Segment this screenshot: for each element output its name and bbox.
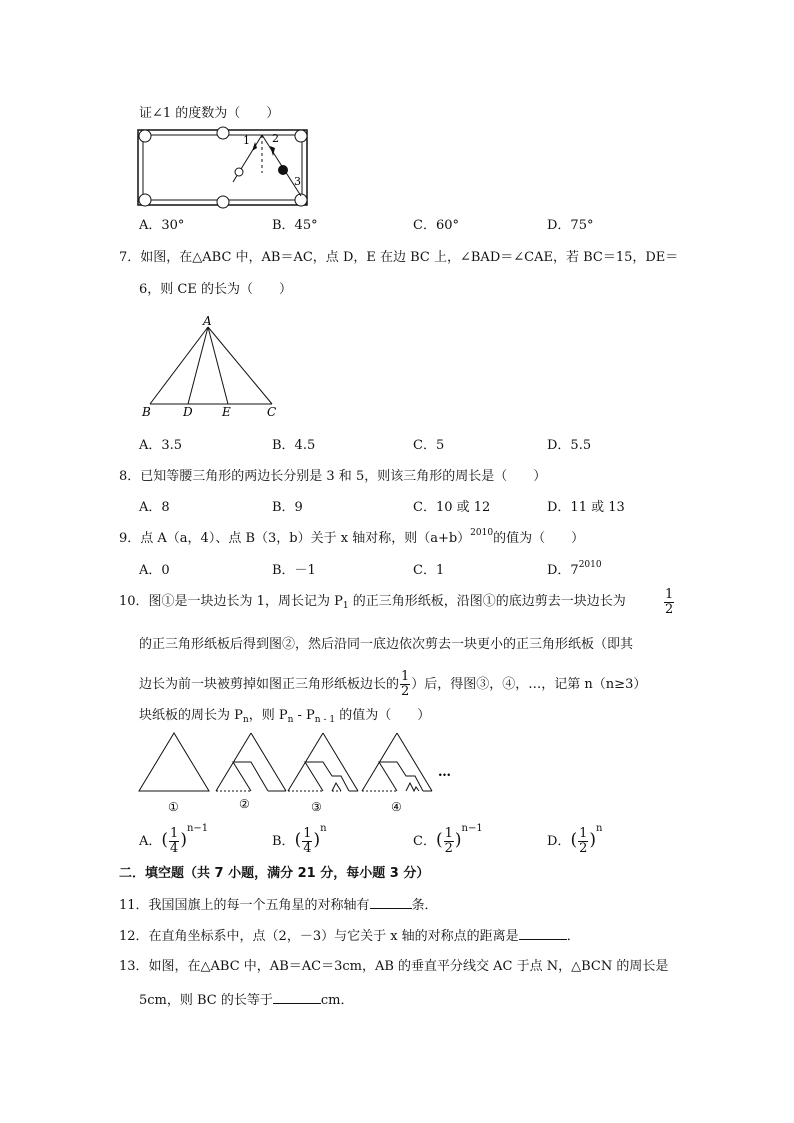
q10-l4-sub1: n [242, 715, 249, 725]
q7-option-d[interactable]: D．5.5 [547, 438, 592, 453]
q9-option-c[interactable]: C．1 [413, 563, 445, 578]
q9-stem [119, 528, 585, 547]
q10-fraction-half-2 [400, 670, 410, 699]
pocket-top-mid [217, 127, 229, 139]
q7-option-c[interactable]: C．5 [413, 438, 445, 453]
q7-triangle-figure [138, 312, 288, 422]
fig2 [216, 733, 286, 791]
q8-option-c[interactable]: C．10 或 12 [413, 500, 491, 515]
q7-stem-line1: 7．如图，在△ABC 中，AB＝AC，点 D，E 在边 BC 上，∠BAD＝∠CAE，若 BC＝15，DE＝ [119, 250, 679, 265]
q6-billiard-figure [136, 128, 311, 208]
opt-num: 1 [579, 826, 588, 841]
q10-l3b: ）后，得图③，④，…，记第 n（n≥3） [411, 677, 647, 692]
fig-label-2: ② [239, 797, 250, 811]
q9-option-d[interactable] [547, 560, 602, 579]
q11-a: 11．我国国旗上的每一个五角星的对称轴有 [119, 898, 370, 913]
opt-label: C． [413, 834, 436, 849]
q12-a: 12．在直角坐标系中，点（2，－3）与它关于 x 轴的对称点的距离是 [119, 929, 519, 944]
frac-num: 1 [401, 669, 410, 684]
q10-option-d[interactable]: D．( $\frac{1}{2}$ )$^n$ [547, 823, 603, 856]
angle-label-3: 3 [294, 175, 301, 188]
q12-stem [119, 927, 580, 945]
ball-white [235, 168, 243, 176]
q9-option-b[interactable]: B．－1 [272, 563, 316, 578]
angle-label-2: 2 [272, 132, 279, 145]
q10-l4-sub2: n [287, 715, 294, 725]
q6-option-c[interactable]: C．60° [413, 218, 459, 233]
opt-exp: n [320, 823, 327, 834]
opt-num: 1 [444, 826, 453, 841]
q6-option-a[interactable]: A．30° [139, 218, 185, 233]
q10-stem-line3 [139, 670, 646, 699]
q10-stem-line4 [139, 708, 430, 724]
opt-label: D． [547, 834, 571, 849]
q9-option-d-exp: 2010 [578, 560, 602, 570]
opt-den: 2 [444, 841, 453, 856]
vertex-E: E [222, 405, 231, 419]
q11-answer-blank[interactable] [370, 896, 412, 909]
q9-stem-b: 的值为（ ） [493, 531, 585, 546]
q10-option-a[interactable]: A．( $\frac{1}{4}$ )$^{n-1}$ [139, 823, 209, 856]
q13-stem-line2 [139, 991, 354, 1009]
q10-l1a: 10．图①是一块边长为 1，周长记为 P [119, 594, 343, 609]
angle-label-1: 1 [243, 134, 250, 147]
q10-stem-line2: 的正三角形纸板后得到图②，然后沿同一底边依次剪去一块更小的正三角形纸板（即其 [139, 637, 634, 652]
fig-label-3: ③ [311, 800, 322, 814]
q12-b: ． [566, 929, 580, 944]
q10-l4a: 块纸板的周长为 P [139, 708, 243, 723]
section2-title: 二．填空题（共 7 小题，满分 21 分，每小题 3 分） [119, 866, 430, 881]
fig-label-4: ④ [391, 800, 402, 814]
opt-label: A． [139, 834, 162, 849]
q10-figures [136, 728, 466, 818]
q7-stem-line2: 6，则 CE 的长为（ ） [139, 282, 292, 297]
fig1-triangle [139, 733, 209, 791]
frac-den: 2 [401, 684, 410, 699]
opt-exp: n [596, 823, 603, 834]
q10-option-c[interactable]: C．( $\frac{1}{2}$ )$^{n-1}$ [413, 823, 483, 856]
opt-exp: n−1 [186, 823, 209, 834]
frac-den: 2 [665, 602, 674, 617]
fig3 [288, 733, 358, 791]
q10-l1-sub: 1 [342, 601, 349, 611]
q9-exponent: 2010 [470, 528, 494, 538]
q9-stem-a: 9．点 A（a，4）、点 B（3，b）关于 x 轴对称，则（a+b） [119, 531, 471, 546]
pocket-bottom-mid [217, 196, 229, 208]
q10-l1b: 的正三角形纸板，沿图①的底边剪去一块边长为 [348, 594, 626, 609]
vertex-B: B [142, 405, 151, 419]
q8-stem: 8．已知等腰三角形的两边长分别是 3 和 5，则该三角形的周长是（ ） [119, 469, 547, 484]
q10-stem-line1 [119, 594, 626, 610]
ball-black [278, 165, 288, 175]
q11-b: 条． [411, 898, 438, 913]
opt-exp: n−1 [461, 823, 483, 834]
q13-answer-blank[interactable] [273, 991, 321, 1004]
q9-option-a[interactable]: A．0 [139, 563, 170, 578]
opt-num: 1 [303, 826, 312, 841]
pocket-top-right [295, 130, 307, 142]
q7-option-a[interactable]: A．3.5 [139, 438, 183, 453]
opt-label: B． [272, 834, 295, 849]
pocket-top-left [139, 130, 151, 142]
q12-answer-blank[interactable] [519, 927, 567, 940]
fig4 [362, 733, 432, 791]
q13-line2a: 5cm，则 BC 的长等于 [139, 993, 273, 1008]
q8-option-a[interactable]: A．8 [139, 500, 170, 515]
vertex-A: A [203, 314, 212, 328]
vertex-D: D [183, 405, 193, 419]
q10-l4-sub3: n - 1 [314, 715, 336, 725]
q13-stem-line1: 13．如图，在△ABC 中，AB＝AC＝3cm，AB 的垂直平分线交 AC 于点 N，△BCN 的周长是 [119, 959, 669, 974]
q6-stem-tail: 证∠1 的度数为（ ） [139, 106, 280, 121]
fig-dots: … [438, 765, 451, 780]
arrow-in [252, 142, 257, 151]
pocket-bottom-left [139, 194, 151, 206]
vertex-C: C [267, 405, 277, 419]
opt-den: 4 [170, 841, 179, 856]
q10-option-b[interactable]: B．( $\frac{1}{4}$ )$^n$ [272, 823, 327, 856]
q7-option-b[interactable]: B．4.5 [272, 438, 316, 453]
q13-line2b: cm． [320, 993, 354, 1008]
q9-option-d-base: D．7 [547, 563, 579, 578]
q10-l4b: ，则 P [248, 708, 288, 723]
frac-num: 1 [665, 587, 674, 602]
q8-option-b[interactable]: B．9 [272, 500, 303, 515]
opt-den: 2 [579, 841, 588, 856]
q11-stem [119, 896, 438, 914]
fig-label-1: ① [168, 800, 179, 814]
opt-num: 1 [170, 826, 179, 841]
q10-l3a: 边长为前一块被剪掉如图正三角形纸板边长的 [139, 677, 400, 692]
q10-l4c: - P [293, 708, 315, 723]
q6-option-d[interactable]: D．75° [547, 218, 594, 233]
q10-l4d: 的值为（ ） [335, 708, 431, 723]
q10-fraction-half-1 [664, 588, 674, 617]
q6-option-b[interactable]: B．45° [272, 218, 318, 233]
q8-option-d[interactable]: D．11 或 13 [547, 500, 625, 515]
opt-den: 4 [303, 841, 312, 856]
